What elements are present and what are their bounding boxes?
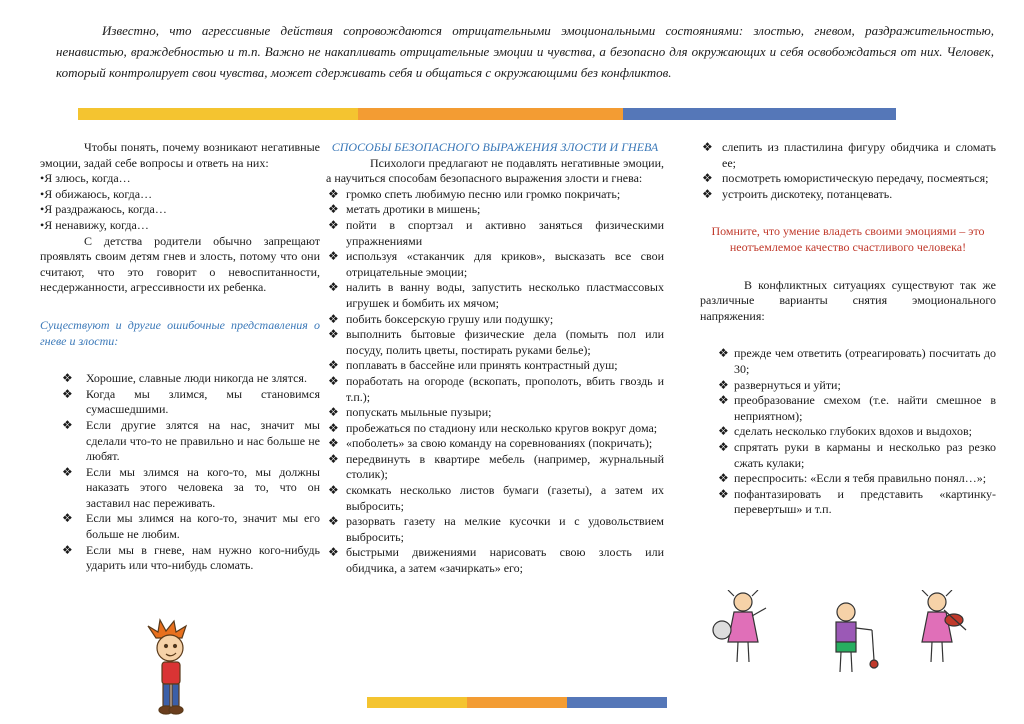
diamond-bullet-icon: ❖ bbox=[328, 436, 339, 451]
section-heading: СПОСОБЫ БЕЗОПАСНОГО ВЫРАЖЕНИЯ ЗЛОСТИ И ГНЕВА bbox=[331, 140, 659, 154]
list-item: ❖ устроить дискотеку, потанцевать. bbox=[702, 186, 893, 201]
myths-list bbox=[40, 371, 320, 574]
list-item: ❖ используя «стаканчик для криков», высказать все свои отрицательные эмоции; bbox=[328, 249, 664, 279]
intro-questions-text: Чтобы понять, почему возникают негативные эмоции, задай себе вопросы и ответь на них: bbox=[40, 140, 320, 170]
list-item: ❖ посмотреть юмористическую передачу, посмеяться; bbox=[702, 171, 989, 186]
ways-list-continued bbox=[700, 140, 996, 202]
diamond-bullet-icon: ❖ bbox=[328, 373, 339, 388]
list-item: ❖ прежде чем ответить (отреагировать) посчитать до 30; bbox=[718, 346, 996, 376]
list-item: ❖ разорвать газету на мелкие кусочки и с удовольствием выбросить; bbox=[328, 514, 664, 544]
diamond-bullet-icon: ❖ bbox=[328, 202, 339, 217]
diamond-bullet-icon: ❖ bbox=[718, 393, 729, 408]
diamond-bullet-icon: ❖ bbox=[328, 451, 339, 466]
diamond-bullet-icon: ❖ bbox=[328, 186, 339, 201]
decorative-stripe-bottom bbox=[367, 697, 667, 708]
list-item: ❖ развернуться и уйти; bbox=[718, 377, 841, 392]
list-item: ❖ поработать на огороде (вскопать, прополоть, вбить гвоздь и т.п.); bbox=[328, 373, 664, 404]
remember-note: Помните, что умение владеть своими эмоциями – это неотъемлемое качество счастливого человека! bbox=[711, 224, 985, 254]
prompt-line: •Я злюсь, когда… bbox=[40, 171, 131, 186]
diamond-bullet-icon: ❖ bbox=[328, 514, 339, 529]
list-item: ❖ быстрыми движениями нарисовать свою злость или обидчика, а затем «зачиркать» его; bbox=[328, 545, 664, 576]
intro-paragraph: Известно, что агрессивные действия сопровождаются отрицательными эмоциональными состояниями: злостью, гневом, раздражительностью, ненавистью, враждебностью и т.п. Важно не накапливать отрицательные эмоции и чувства, а безопасно для окружающих и себя освобождаться от них. Человек, который контролирует свои чувства, может сдерживать себя и общаться с окружающими без конфликтов. bbox=[56, 23, 994, 80]
list-item: ❖ передвинуть в квартире мебель (например, журнальный столик); bbox=[328, 451, 664, 482]
list-item: ❖ попускать мыльные пузыри; bbox=[328, 405, 492, 420]
prompt-line: •Я ненавижу, когда… bbox=[40, 217, 149, 232]
list-item: ❖ «поболеть» за свою команду на соревнованиях (покричать); bbox=[328, 436, 653, 451]
diamond-bullet-icon: ❖ bbox=[702, 186, 713, 201]
prompt-line: •Я раздражаюсь, когда… bbox=[40, 202, 167, 217]
girl-with-plate-illustration bbox=[712, 590, 774, 670]
decorative-stripe-top bbox=[78, 108, 896, 120]
diamond-bullet-icon: ❖ bbox=[328, 217, 339, 232]
diamond-bullet-icon: ❖ bbox=[62, 417, 73, 432]
ways-list bbox=[326, 187, 664, 577]
parents-paragraph: С детства родители обычно запрещают проявлять своим детям гнев и злость, потому что они считают, что это говорит о невоспитанности, несдержанности, агрессивности их ребенка. bbox=[40, 233, 320, 295]
list-item: ❖ пробежаться по стадиону или несколько кругов вокруг дома; bbox=[328, 420, 658, 435]
list-item: ❖ метать дротики в мишень; bbox=[328, 202, 481, 217]
list-item: ❖ пофантазировать и представить «картинку-перевертыш» и т.п. bbox=[718, 486, 996, 517]
conflict-list bbox=[700, 346, 996, 518]
column-right bbox=[700, 140, 996, 518]
diamond-bullet-icon: ❖ bbox=[328, 249, 339, 264]
diamond-bullet-icon: ❖ bbox=[328, 483, 339, 498]
list-item: ❖ Если другие злятся на нас, значит мы сделали что-то не правильно и нас больше не любят. bbox=[62, 417, 320, 464]
diamond-bullet-icon: ❖ bbox=[328, 405, 339, 420]
list-item: ❖ слепить из пластилина фигуру обидчика и сломать ее; bbox=[702, 140, 996, 170]
list-item: ❖ Если мы злимся на кого-то, значит мы его больше не любим. bbox=[62, 511, 320, 542]
diamond-bullet-icon: ❖ bbox=[328, 327, 339, 342]
diamond-bullet-icon: ❖ bbox=[718, 346, 729, 361]
list-item: ❖ Если мы в гневе, нам нужно кого-нибудь ударить или что-нибудь сломать. bbox=[62, 542, 320, 573]
list-item: ❖ Когда мы злимся, мы становимся сумасшедшими. bbox=[62, 386, 320, 417]
diamond-bullet-icon: ❖ bbox=[718, 377, 729, 392]
diamond-bullet-icon: ❖ bbox=[718, 486, 729, 501]
list-item: ❖ Если мы злимся на кого-то, мы должны наказать этого человека за то, что он заставил нас переживать. bbox=[62, 464, 320, 510]
diamond-bullet-icon: ❖ bbox=[62, 386, 73, 401]
diamond-bullet-icon: ❖ bbox=[62, 371, 73, 386]
list-item: ❖ переспросить: «Если я тебя правильно понял…»; bbox=[718, 471, 987, 486]
list-item: ❖ налить в ванну воды, запустить несколько пластмассовых игрушек и бомбить их мячом; bbox=[328, 280, 664, 310]
list-item: ❖ пойти в спортзал и активно заняться физическими упражнениями bbox=[328, 217, 664, 248]
list-item: ❖ поплавать в бассейне или принять контрастный душ; bbox=[328, 358, 618, 373]
myths-heading: Существуют и другие ошибочные представления о гневе и злости: bbox=[40, 317, 320, 348]
list-item: ❖ выполнить бытовые физические дела (помыть пол или посуду, полить цветы, постирать руками белье); bbox=[328, 327, 664, 357]
boy-with-yoyo-illustration bbox=[820, 600, 884, 676]
diamond-bullet-icon: ❖ bbox=[328, 420, 339, 435]
list-item: ❖ побить боксерскую грушу или подушку; bbox=[328, 311, 554, 326]
list-item: ❖ громко спеть любимую песню или громко покричать; bbox=[328, 186, 621, 201]
column-left bbox=[40, 140, 320, 574]
cartoon-boy-illustration bbox=[140, 618, 202, 718]
diamond-bullet-icon: ❖ bbox=[62, 464, 73, 479]
girl-with-violin-illustration bbox=[908, 590, 970, 670]
diamond-bullet-icon: ❖ bbox=[328, 358, 339, 373]
diamond-bullet-icon: ❖ bbox=[702, 140, 713, 154]
column-middle bbox=[326, 140, 664, 577]
diamond-bullet-icon: ❖ bbox=[328, 545, 339, 560]
diamond-bullet-icon: ❖ bbox=[328, 311, 339, 326]
prompt-line: •Я обижаюсь, когда… bbox=[40, 186, 153, 201]
list-item: ❖ спрятать руки в карманы и несколько раз резко сжать кулаки; bbox=[718, 439, 996, 470]
diamond-bullet-icon: ❖ bbox=[62, 511, 73, 526]
diamond-bullet-icon: ❖ bbox=[718, 471, 729, 486]
list-item: ❖ сделать несколько глубоких вдохов и выдохов; bbox=[718, 424, 972, 439]
diamond-bullet-icon: ❖ bbox=[702, 171, 713, 186]
diamond-bullet-icon: ❖ bbox=[62, 542, 73, 557]
list-item: ❖ преобразование смехом (т.е. найти смешное в неприятном); bbox=[718, 393, 996, 423]
list-item: ❖ Хорошие, славные люди никогда не злятся. bbox=[62, 371, 307, 386]
diamond-bullet-icon: ❖ bbox=[718, 439, 729, 454]
diamond-bullet-icon: ❖ bbox=[718, 424, 729, 439]
diamond-bullet-icon: ❖ bbox=[328, 280, 339, 295]
list-item: ❖ скомкать несколько листов бумаги (газеты), а затем их выбросить; bbox=[328, 483, 664, 513]
conflict-paragraph: В конфликтных ситуациях существуют так же различные варианты снятия эмоционального напряжения: bbox=[700, 277, 996, 323]
psychologists-paragraph: Психологи предлагают не подавлять негативные эмоции, а научиться способам безопасного выражения злости и гнева: bbox=[326, 155, 664, 186]
